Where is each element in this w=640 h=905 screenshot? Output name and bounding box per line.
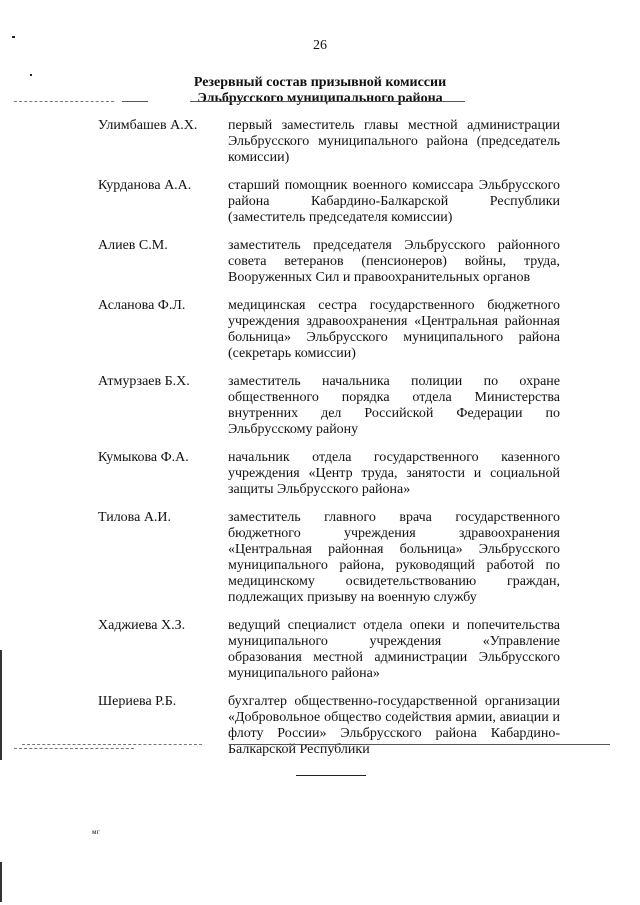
member-role: первый заместитель главы местной администрации Эльбрусского муниципального района (председатель комиссии) [228, 118, 560, 165]
scan-line [14, 748, 134, 749]
member-role: заместитель председателя Эльбрусского районного совета ветеранов (пенсионеров) войны, труда, Вооруженных Сил и правоохранительных органов [228, 238, 560, 285]
separator-rule [296, 775, 366, 776]
scan-line [122, 101, 148, 102]
scan-edge-mark [0, 650, 2, 760]
member-row [98, 374, 560, 438]
scan-edge-mark [0, 862, 2, 902]
member-row [98, 694, 560, 758]
member-row [98, 298, 560, 362]
member-name: Курданова А.А. [98, 178, 192, 193]
member-row [98, 510, 560, 606]
member-row [98, 178, 560, 226]
member-role: ведущий специалист отдела опеки и попечительства муниципального учреждения «Управление образования местной администрации Эльбрусского муниципального района» [228, 618, 560, 681]
member-name: Хаджиева Х.З. [98, 618, 186, 633]
page-title [0, 75, 640, 107]
member-name: Шериева Р.Б. [98, 694, 177, 709]
member-name: Атмурзаев Б.Х. [98, 374, 190, 389]
title-line-1: Резервный состав призывной комиссии [193, 75, 447, 90]
member-role: медицинская сестра государственного бюджетного учреждения здравоохранения «Центральная районная больница» Эльбрусского муниципального района (секретарь комиссии) [228, 298, 560, 361]
member-name: Асланова Ф.Л. [98, 298, 186, 313]
scan-line [190, 101, 465, 102]
scan-line [230, 744, 610, 745]
member-name: Кумыкова Ф.А. [98, 450, 189, 465]
member-row [98, 450, 560, 498]
member-list [98, 118, 560, 768]
member-role: начальник отдела государственного казенного учреждения «Центр труда, занятости и социальной защиты Эльбрусского района» [228, 450, 560, 497]
member-role: заместитель начальника полиции по охране общественного порядка отдела Министерства внутренних дел Российской Федерации по Эльбрусскому району [228, 374, 560, 437]
member-role: бухгалтер общественно-государственной организации «Добровольное общество содействия армии, авиации и флоту России» Эльбрусского района Кабардино-Балкарской Республики [228, 694, 560, 757]
page-number: 26 [313, 38, 327, 53]
member-row [98, 618, 560, 682]
executor-initials: мг [92, 828, 101, 836]
scan-line [14, 101, 114, 102]
member-row [98, 118, 560, 166]
member-name: Тилова А.И. [98, 510, 172, 525]
member-name: Алиев С.М. [98, 238, 168, 253]
member-role: заместитель главного врача государственного бюджетного учреждения здравоохранения «Центральная районная больница» Эльбрусского муниципального района, руководящий работой по медицинскому освидетельствованию граждан, подлежащих призыву на военную службу [228, 510, 560, 605]
member-name: Улимбашев А.Х. [98, 118, 198, 133]
member-role: старший помощник военного комиссара Эльбрусского района Кабардино-Балкарской Республики (заместитель председателя комиссии) [228, 178, 560, 225]
scan-line [22, 744, 202, 745]
member-row [98, 238, 560, 286]
title-line-2: Эльбрусского муниципального района [197, 91, 443, 106]
